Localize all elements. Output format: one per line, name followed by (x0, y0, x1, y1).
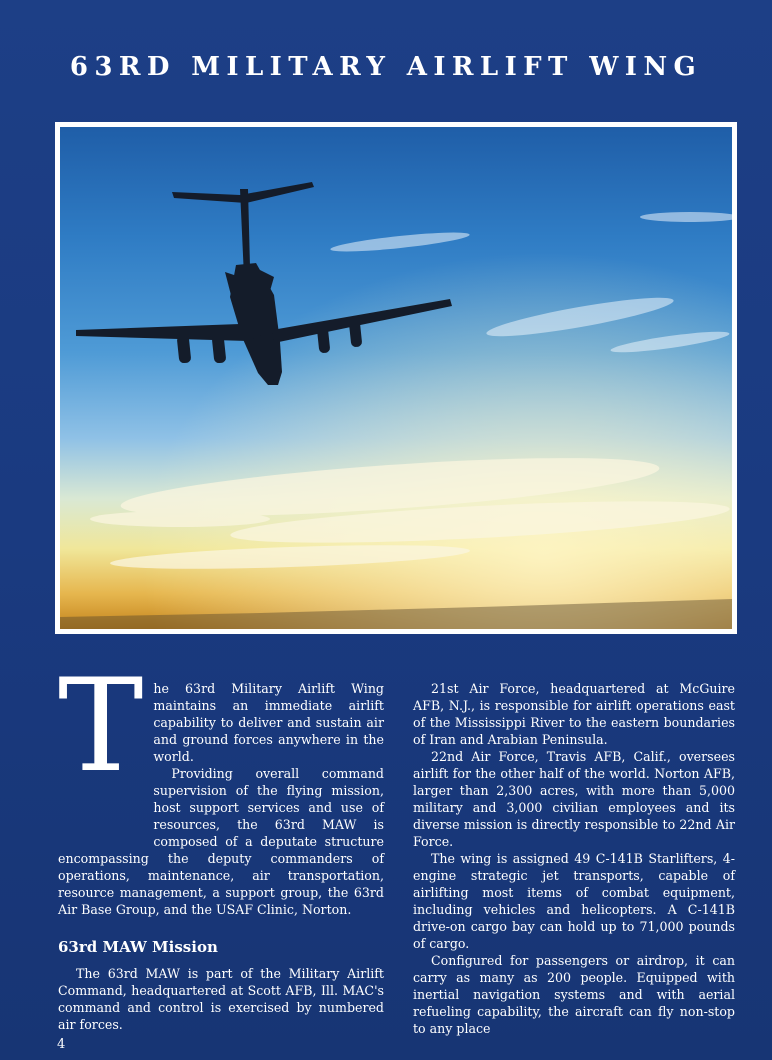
aircraft-photo (55, 122, 737, 634)
aircraft-photo-image (60, 127, 732, 629)
drop-cap: T (58, 652, 144, 801)
starlifter-paragraph: The wing is assigned 49 C-141B Starlifters, 4-engine strategic jet transports, capable of airlifting most items of combat equipment, including vehicles and helicopters. A C-141B drive-on cargo bay can hold up to 71,000 pounds of cargo. (413, 851, 735, 951)
intro-paragraph: he 63rd Military Airlift Wing maintains an immediate airlift capability to deliver and sustain air and ground forces anywhere in the world. (153, 681, 384, 764)
mission-paragraph: The 63rd MAW is part of the Military Airlift Command, headquartered at Scott AFB, Ill. MAC's command and control is exercised by numbered air forces. (58, 966, 384, 1032)
page-title: 63RD MILITARY AIRLIFT WING (69, 52, 703, 82)
right-column (413, 680, 735, 1037)
intro-block (58, 652, 384, 918)
page-number: 4 (57, 1037, 66, 1052)
configuration-paragraph: Configured for passengers or airdrop, it can carry as many as 200 people. Equipped with inertial navigation systems and with aerial refueling capability, the aircraft can fly non-stop to any place (413, 953, 735, 1036)
section-heading: 63rd MAW Mission (58, 938, 218, 956)
left-column (58, 652, 384, 1033)
twenty-first-af-paragraph: 21st Air Force, headquartered at McGuire AFB, N.J., is responsible for airlift operations east of the Mississippi River to the eastern boundaries of Iran and Arabian Peninsula. (413, 681, 735, 747)
command-paragraph: Providing overall command supervision of the flying mission, host support services and use of resources, the 63rd MAW is composed of a deputate structure encompassing the deputy commanders of operations, maintenance, air transportation, resource management, a support group, the 63rd Air Base Group, and the USAF Clinic, Norton. (58, 766, 384, 917)
twenty-second-af-paragraph: 22nd Air Force, Travis AFB, Calif., oversees airlift for the other half of the world. Norton AFB, larger than 2,300 acres, with more than 5,000 military and 3,000 civilian employees and its diverse mission is directly responsible to 22nd Air Force. (413, 749, 735, 849)
